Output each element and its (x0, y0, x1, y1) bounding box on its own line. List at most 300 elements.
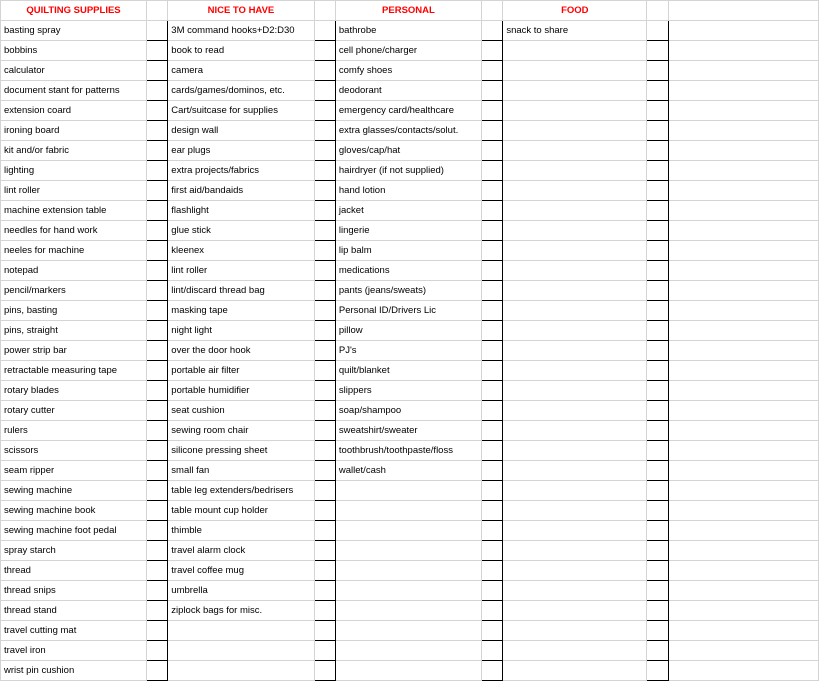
nice-to-have-item-checkbox[interactable] (314, 441, 335, 461)
quilting-item-checkbox[interactable] (146, 261, 167, 281)
quilting-item-checkbox[interactable] (146, 321, 167, 341)
empty-cell[interactable] (668, 481, 818, 501)
personal-item-cell[interactable]: emergency card/healthcare (335, 101, 481, 121)
personal-item-cell[interactable]: lip balm (335, 241, 481, 261)
personal-item-checkbox[interactable] (482, 541, 503, 561)
empty-cell[interactable] (668, 501, 818, 521)
empty-cell[interactable] (668, 621, 818, 641)
food-item-cell[interactable] (503, 161, 647, 181)
food-item-cell[interactable] (503, 341, 647, 361)
quilting-item-cell[interactable]: extension coard (1, 101, 147, 121)
food-item-cell[interactable]: snack to share (503, 21, 647, 41)
food-item-cell[interactable] (503, 621, 647, 641)
personal-item-checkbox[interactable] (482, 641, 503, 661)
empty-cell[interactable] (668, 421, 818, 441)
food-item-checkbox[interactable] (647, 161, 668, 181)
personal-item-cell[interactable]: pants (jeans/sweats) (335, 281, 481, 301)
nice-to-have-item-cell[interactable]: book to read (168, 41, 314, 61)
quilting-item-cell[interactable]: thread (1, 561, 147, 581)
nice-to-have-item-cell[interactable]: portable humidifier (168, 381, 314, 401)
personal-item-cell[interactable]: comfy shoes (335, 61, 481, 81)
nice-to-have-item-cell[interactable]: silicone pressing sheet (168, 441, 314, 461)
personal-item-checkbox[interactable] (482, 601, 503, 621)
food-item-checkbox[interactable] (647, 21, 668, 41)
personal-item-checkbox[interactable] (482, 501, 503, 521)
nice-to-have-item-cell[interactable]: umbrella (168, 581, 314, 601)
personal-item-cell[interactable]: medications (335, 261, 481, 281)
personal-item-checkbox[interactable] (482, 421, 503, 441)
nice-to-have-item-cell[interactable]: over the door hook (168, 341, 314, 361)
nice-to-have-item-cell[interactable]: design wall (168, 121, 314, 141)
nice-to-have-item-checkbox[interactable] (314, 541, 335, 561)
quilting-item-cell[interactable]: kit and/or fabric (1, 141, 147, 161)
food-item-cell[interactable] (503, 221, 647, 241)
nice-to-have-item-cell[interactable]: thimble (168, 521, 314, 541)
personal-item-checkbox[interactable] (482, 381, 503, 401)
nice-to-have-item-cell[interactable]: flashlight (168, 201, 314, 221)
nice-to-have-item-checkbox[interactable] (314, 161, 335, 181)
quilting-item-cell[interactable]: lint roller (1, 181, 147, 201)
quilting-item-cell[interactable]: ironing board (1, 121, 147, 141)
empty-cell[interactable] (668, 661, 818, 681)
nice-to-have-item-cell[interactable]: ear plugs (168, 141, 314, 161)
quilting-item-cell[interactable]: thread stand (1, 601, 147, 621)
nice-to-have-item-checkbox[interactable] (314, 181, 335, 201)
empty-cell[interactable] (668, 361, 818, 381)
nice-to-have-item-cell[interactable] (168, 661, 314, 681)
nice-to-have-item-cell[interactable]: portable air filter (168, 361, 314, 381)
food-item-checkbox[interactable] (647, 341, 668, 361)
food-item-cell[interactable] (503, 401, 647, 421)
food-item-cell[interactable] (503, 461, 647, 481)
empty-cell[interactable] (668, 601, 818, 621)
quilting-item-cell[interactable]: sewing machine book (1, 501, 147, 521)
quilting-item-checkbox[interactable] (146, 361, 167, 381)
personal-item-checkbox[interactable] (482, 621, 503, 641)
quilting-item-cell[interactable]: neeles for machine (1, 241, 147, 261)
personal-item-checkbox[interactable] (482, 481, 503, 501)
personal-item-cell[interactable] (335, 581, 481, 601)
nice-to-have-item-checkbox[interactable] (314, 421, 335, 441)
food-item-cell[interactable] (503, 601, 647, 621)
header-spacer-cell[interactable] (146, 1, 167, 21)
nice-to-have-item-cell[interactable]: first aid/bandaids (168, 181, 314, 201)
personal-item-cell[interactable] (335, 621, 481, 641)
personal-item-checkbox[interactable] (482, 81, 503, 101)
personal-item-cell[interactable]: sweatshirt/sweater (335, 421, 481, 441)
nice-to-have-item-checkbox[interactable] (314, 81, 335, 101)
nice-to-have-item-checkbox[interactable] (314, 321, 335, 341)
personal-item-cell[interactable]: bathrobe (335, 21, 481, 41)
personal-item-cell[interactable]: Personal ID/Drivers Lic (335, 301, 481, 321)
food-item-cell[interactable] (503, 541, 647, 561)
nice-to-have-item-cell[interactable]: table mount cup holder (168, 501, 314, 521)
quilting-item-checkbox[interactable] (146, 461, 167, 481)
quilting-item-cell[interactable]: pins, straight (1, 321, 147, 341)
personal-item-cell[interactable]: hairdryer (if not supplied) (335, 161, 481, 181)
nice-to-have-item-checkbox[interactable] (314, 581, 335, 601)
quilting-item-cell[interactable]: power strip bar (1, 341, 147, 361)
personal-item-cell[interactable]: deodorant (335, 81, 481, 101)
quilting-item-checkbox[interactable] (146, 481, 167, 501)
nice-to-have-item-cell[interactable]: 3M command hooks+D2:D30 (168, 21, 314, 41)
nice-to-have-item-cell[interactable]: camera (168, 61, 314, 81)
food-item-checkbox[interactable] (647, 381, 668, 401)
food-item-cell[interactable] (503, 121, 647, 141)
quilting-item-checkbox[interactable] (146, 541, 167, 561)
personal-item-checkbox[interactable] (482, 561, 503, 581)
quilting-item-cell[interactable]: travel iron (1, 641, 147, 661)
nice-to-have-item-checkbox[interactable] (314, 101, 335, 121)
nice-to-have-item-checkbox[interactable] (314, 221, 335, 241)
nice-to-have-item-checkbox[interactable] (314, 281, 335, 301)
personal-item-checkbox[interactable] (482, 361, 503, 381)
personal-item-checkbox[interactable] (482, 181, 503, 201)
nice-to-have-item-cell[interactable]: table leg extenders/bedrisers (168, 481, 314, 501)
personal-item-cell[interactable]: lingerie (335, 221, 481, 241)
nice-to-have-item-checkbox[interactable] (314, 301, 335, 321)
personal-item-checkbox[interactable] (482, 121, 503, 141)
personal-item-checkbox[interactable] (482, 581, 503, 601)
empty-cell[interactable] (668, 441, 818, 461)
quilting-item-checkbox[interactable] (146, 521, 167, 541)
personal-item-cell[interactable]: extra glasses/contacts/solut. (335, 121, 481, 141)
empty-cell[interactable] (668, 21, 818, 41)
quilting-item-checkbox[interactable] (146, 301, 167, 321)
food-item-checkbox[interactable] (647, 621, 668, 641)
quilting-item-cell[interactable]: calculator (1, 61, 147, 81)
nice-to-have-item-checkbox[interactable] (314, 561, 335, 581)
nice-to-have-item-checkbox[interactable] (314, 381, 335, 401)
nice-to-have-item-checkbox[interactable] (314, 501, 335, 521)
quilting-item-checkbox[interactable] (146, 661, 167, 681)
quilting-item-cell[interactable]: seam ripper (1, 461, 147, 481)
food-item-cell[interactable] (503, 581, 647, 601)
personal-item-checkbox[interactable] (482, 341, 503, 361)
quilting-item-cell[interactable]: pencil/markers (1, 281, 147, 301)
food-item-cell[interactable] (503, 381, 647, 401)
food-item-checkbox[interactable] (647, 121, 668, 141)
personal-item-cell[interactable]: wallet/cash (335, 461, 481, 481)
quilting-item-checkbox[interactable] (146, 421, 167, 441)
nice-to-have-item-checkbox[interactable] (314, 641, 335, 661)
food-item-cell[interactable] (503, 421, 647, 441)
food-item-cell[interactable] (503, 301, 647, 321)
nice-to-have-item-checkbox[interactable] (314, 461, 335, 481)
quilting-item-checkbox[interactable] (146, 281, 167, 301)
quilting-item-cell[interactable]: basting spray (1, 21, 147, 41)
personal-item-checkbox[interactable] (482, 61, 503, 81)
nice-to-have-item-checkbox[interactable] (314, 661, 335, 681)
nice-to-have-item-checkbox[interactable] (314, 401, 335, 421)
quilting-item-cell[interactable]: pins, basting (1, 301, 147, 321)
quilting-item-checkbox[interactable] (146, 161, 167, 181)
personal-item-cell[interactable] (335, 661, 481, 681)
food-item-checkbox[interactable] (647, 281, 668, 301)
personal-item-checkbox[interactable] (482, 661, 503, 681)
food-item-checkbox[interactable] (647, 101, 668, 121)
food-item-cell[interactable] (503, 81, 647, 101)
empty-cell[interactable] (668, 161, 818, 181)
nice-to-have-item-cell[interactable]: lint/discard thread bag (168, 281, 314, 301)
personal-item-checkbox[interactable] (482, 21, 503, 41)
nice-to-have-item-cell[interactable] (168, 641, 314, 661)
nice-to-have-item-cell[interactable]: sewing room chair (168, 421, 314, 441)
personal-item-checkbox[interactable] (482, 521, 503, 541)
nice-to-have-item-checkbox[interactable] (314, 361, 335, 381)
empty-cell[interactable] (668, 281, 818, 301)
nice-to-have-item-checkbox[interactable] (314, 121, 335, 141)
empty-cell[interactable] (668, 141, 818, 161)
empty-cell[interactable] (668, 241, 818, 261)
personal-item-checkbox[interactable] (482, 461, 503, 481)
quilting-item-cell[interactable]: machine extension table (1, 201, 147, 221)
food-item-checkbox[interactable] (647, 401, 668, 421)
quilting-item-checkbox[interactable] (146, 241, 167, 261)
personal-item-checkbox[interactable] (482, 321, 503, 341)
nice-to-have-item-checkbox[interactable] (314, 601, 335, 621)
food-item-checkbox[interactable] (647, 541, 668, 561)
personal-item-cell[interactable]: gloves/cap/hat (335, 141, 481, 161)
personal-item-checkbox[interactable] (482, 241, 503, 261)
header-spacer-cell[interactable] (647, 1, 668, 21)
food-item-cell[interactable] (503, 521, 647, 541)
food-item-checkbox[interactable] (647, 661, 668, 681)
empty-cell[interactable] (668, 381, 818, 401)
header-quilting-supplies[interactable]: QUILTING SUPPLIES (1, 1, 147, 21)
nice-to-have-item-checkbox[interactable] (314, 41, 335, 61)
nice-to-have-item-cell[interactable]: glue stick (168, 221, 314, 241)
food-item-cell[interactable] (503, 361, 647, 381)
nice-to-have-item-checkbox[interactable] (314, 141, 335, 161)
food-item-checkbox[interactable] (647, 581, 668, 601)
empty-cell[interactable] (668, 261, 818, 281)
food-item-cell[interactable] (503, 61, 647, 81)
food-item-checkbox[interactable] (647, 41, 668, 61)
quilting-item-checkbox[interactable] (146, 141, 167, 161)
personal-item-cell[interactable] (335, 641, 481, 661)
personal-item-checkbox[interactable] (482, 141, 503, 161)
empty-cell[interactable] (668, 61, 818, 81)
empty-cell[interactable] (668, 401, 818, 421)
personal-item-cell[interactable]: toothbrush/toothpaste/floss (335, 441, 481, 461)
quilting-item-cell[interactable]: rotary cutter (1, 401, 147, 421)
quilting-item-checkbox[interactable] (146, 561, 167, 581)
quilting-item-checkbox[interactable] (146, 221, 167, 241)
food-item-cell[interactable] (503, 181, 647, 201)
quilting-item-cell[interactable]: rotary blades (1, 381, 147, 401)
personal-item-cell[interactable] (335, 501, 481, 521)
quilting-item-checkbox[interactable] (146, 181, 167, 201)
quilting-item-checkbox[interactable] (146, 641, 167, 661)
personal-item-checkbox[interactable] (482, 261, 503, 281)
header-empty-cell[interactable] (668, 1, 818, 21)
food-item-checkbox[interactable] (647, 81, 668, 101)
header-nice-to-have[interactable]: NICE TO HAVE (168, 1, 314, 21)
food-item-checkbox[interactable] (647, 201, 668, 221)
nice-to-have-item-cell[interactable]: kleenex (168, 241, 314, 261)
empty-cell[interactable] (668, 41, 818, 61)
food-item-cell[interactable] (503, 101, 647, 121)
empty-cell[interactable] (668, 321, 818, 341)
quilting-item-cell[interactable]: thread snips (1, 581, 147, 601)
nice-to-have-item-cell[interactable]: masking tape (168, 301, 314, 321)
food-item-cell[interactable] (503, 481, 647, 501)
quilting-item-cell[interactable]: bobbins (1, 41, 147, 61)
food-item-cell[interactable] (503, 321, 647, 341)
food-item-cell[interactable] (503, 141, 647, 161)
empty-cell[interactable] (668, 581, 818, 601)
personal-item-checkbox[interactable] (482, 221, 503, 241)
quilting-item-checkbox[interactable] (146, 201, 167, 221)
food-item-checkbox[interactable] (647, 61, 668, 81)
food-item-cell[interactable] (503, 201, 647, 221)
food-item-checkbox[interactable] (647, 501, 668, 521)
quilting-item-cell[interactable]: lighting (1, 161, 147, 181)
personal-item-checkbox[interactable] (482, 101, 503, 121)
food-item-checkbox[interactable] (647, 481, 668, 501)
quilting-item-checkbox[interactable] (146, 61, 167, 81)
header-food[interactable]: FOOD (503, 1, 647, 21)
header-spacer-cell[interactable] (482, 1, 503, 21)
personal-item-cell[interactable]: quilt/blanket (335, 361, 481, 381)
food-item-cell[interactable] (503, 641, 647, 661)
nice-to-have-item-cell[interactable]: Cart/suitcase for supplies (168, 101, 314, 121)
nice-to-have-item-checkbox[interactable] (314, 341, 335, 361)
personal-item-cell[interactable]: soap/shampoo (335, 401, 481, 421)
nice-to-have-item-cell[interactable]: night light (168, 321, 314, 341)
nice-to-have-item-checkbox[interactable] (314, 261, 335, 281)
nice-to-have-item-cell[interactable]: seat cushion (168, 401, 314, 421)
personal-item-checkbox[interactable] (482, 41, 503, 61)
quilting-item-checkbox[interactable] (146, 601, 167, 621)
quilting-item-cell[interactable]: retractable measuring tape (1, 361, 147, 381)
quilting-item-cell[interactable]: spray starch (1, 541, 147, 561)
nice-to-have-item-checkbox[interactable] (314, 201, 335, 221)
nice-to-have-item-cell[interactable]: cards/games/dominos, etc. (168, 81, 314, 101)
empty-cell[interactable] (668, 561, 818, 581)
personal-item-checkbox[interactable] (482, 161, 503, 181)
empty-cell[interactable] (668, 121, 818, 141)
nice-to-have-item-cell[interactable]: travel alarm clock (168, 541, 314, 561)
quilting-item-checkbox[interactable] (146, 21, 167, 41)
empty-cell[interactable] (668, 201, 818, 221)
food-item-checkbox[interactable] (647, 441, 668, 461)
personal-item-cell[interactable]: cell phone/charger (335, 41, 481, 61)
quilting-item-checkbox[interactable] (146, 401, 167, 421)
personal-item-checkbox[interactable] (482, 441, 503, 461)
quilting-item-checkbox[interactable] (146, 441, 167, 461)
personal-item-checkbox[interactable] (482, 201, 503, 221)
personal-item-cell[interactable] (335, 601, 481, 621)
food-item-cell[interactable] (503, 661, 647, 681)
personal-item-cell[interactable]: PJ's (335, 341, 481, 361)
personal-item-cell[interactable] (335, 521, 481, 541)
quilting-item-cell[interactable]: travel cutting mat (1, 621, 147, 641)
food-item-checkbox[interactable] (647, 601, 668, 621)
header-spacer-cell[interactable] (314, 1, 335, 21)
food-item-checkbox[interactable] (647, 241, 668, 261)
nice-to-have-item-checkbox[interactable] (314, 481, 335, 501)
personal-item-cell[interactable]: pillow (335, 321, 481, 341)
empty-cell[interactable] (668, 101, 818, 121)
empty-cell[interactable] (668, 641, 818, 661)
personal-item-cell[interactable] (335, 561, 481, 581)
nice-to-have-item-checkbox[interactable] (314, 521, 335, 541)
empty-cell[interactable] (668, 461, 818, 481)
quilting-item-checkbox[interactable] (146, 101, 167, 121)
nice-to-have-item-checkbox[interactable] (314, 621, 335, 641)
quilting-item-cell[interactable]: needles for hand work (1, 221, 147, 241)
nice-to-have-item-cell[interactable]: small fan (168, 461, 314, 481)
food-item-cell[interactable] (503, 41, 647, 61)
nice-to-have-item-cell[interactable]: ziplock bags for misc. (168, 601, 314, 621)
food-item-checkbox[interactable] (647, 261, 668, 281)
nice-to-have-item-checkbox[interactable] (314, 61, 335, 81)
personal-item-cell[interactable] (335, 481, 481, 501)
quilting-item-cell[interactable]: document stant for patterns (1, 81, 147, 101)
quilting-item-checkbox[interactable] (146, 41, 167, 61)
quilting-item-checkbox[interactable] (146, 81, 167, 101)
food-item-checkbox[interactable] (647, 421, 668, 441)
personal-item-checkbox[interactable] (482, 401, 503, 421)
nice-to-have-item-cell[interactable]: lint roller (168, 261, 314, 281)
quilting-item-cell[interactable]: notepad (1, 261, 147, 281)
personal-item-checkbox[interactable] (482, 281, 503, 301)
food-item-checkbox[interactable] (647, 521, 668, 541)
food-item-cell[interactable] (503, 241, 647, 261)
quilting-item-cell[interactable]: wrist pin cushion (1, 661, 147, 681)
food-item-cell[interactable] (503, 501, 647, 521)
quilting-item-cell[interactable]: rulers (1, 421, 147, 441)
quilting-item-cell[interactable]: scissors (1, 441, 147, 461)
personal-item-cell[interactable] (335, 541, 481, 561)
food-item-cell[interactable] (503, 261, 647, 281)
nice-to-have-item-checkbox[interactable] (314, 21, 335, 41)
empty-cell[interactable] (668, 221, 818, 241)
quilting-item-cell[interactable]: sewing machine foot pedal (1, 521, 147, 541)
empty-cell[interactable] (668, 521, 818, 541)
personal-item-cell[interactable]: jacket (335, 201, 481, 221)
quilting-item-cell[interactable]: sewing machine (1, 481, 147, 501)
personal-item-checkbox[interactable] (482, 301, 503, 321)
empty-cell[interactable] (668, 181, 818, 201)
header-personal[interactable]: PERSONAL (335, 1, 481, 21)
food-item-checkbox[interactable] (647, 561, 668, 581)
nice-to-have-item-cell[interactable]: travel coffee mug (168, 561, 314, 581)
quilting-item-checkbox[interactable] (146, 381, 167, 401)
nice-to-have-item-cell[interactable] (168, 621, 314, 641)
food-item-checkbox[interactable] (647, 461, 668, 481)
food-item-cell[interactable] (503, 441, 647, 461)
empty-cell[interactable] (668, 301, 818, 321)
food-item-checkbox[interactable] (647, 141, 668, 161)
quilting-item-checkbox[interactable] (146, 341, 167, 361)
quilting-item-checkbox[interactable] (146, 501, 167, 521)
food-item-checkbox[interactable] (647, 641, 668, 661)
nice-to-have-item-cell[interactable]: extra projects/fabrics (168, 161, 314, 181)
empty-cell[interactable] (668, 81, 818, 101)
personal-item-cell[interactable]: hand lotion (335, 181, 481, 201)
nice-to-have-item-checkbox[interactable] (314, 241, 335, 261)
empty-cell[interactable] (668, 541, 818, 561)
food-item-checkbox[interactable] (647, 361, 668, 381)
food-item-checkbox[interactable] (647, 301, 668, 321)
quilting-item-checkbox[interactable] (146, 581, 167, 601)
personal-item-cell[interactable]: slippers (335, 381, 481, 401)
empty-cell[interactable] (668, 341, 818, 361)
quilting-item-checkbox[interactable] (146, 621, 167, 641)
